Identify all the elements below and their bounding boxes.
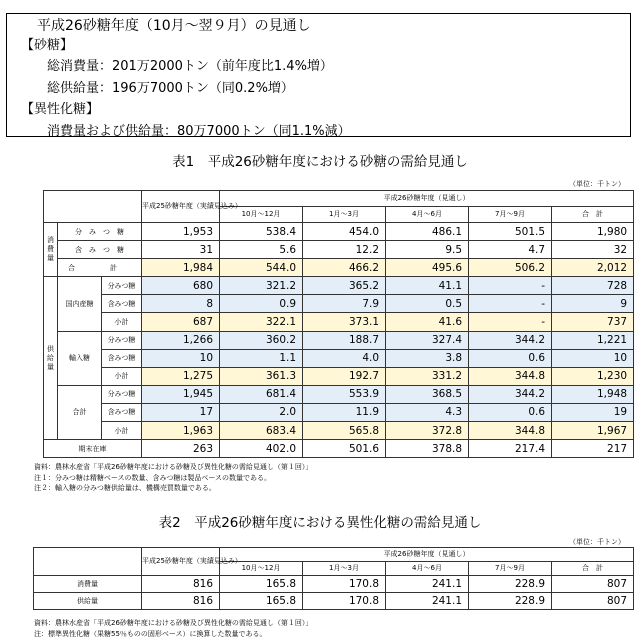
consumption-label: 消費量: [44, 223, 58, 277]
table1-value-cell: 1,948: [552, 385, 634, 403]
table1-value-cell: 1,953: [142, 223, 220, 241]
table1-header-prev: 平成25砂糖年度（実績見込み）: [142, 191, 220, 223]
table1-value-cell: 31: [142, 241, 220, 259]
table1-value-cell: 188.7: [303, 331, 386, 349]
table2-value-cell: 816: [142, 576, 220, 593]
table1-header-group: 平成26砂糖年度（見通し）: [220, 191, 634, 207]
table1-row-ending-stock: [44, 440, 634, 458]
table1-row: [44, 295, 634, 313]
table1: [43, 190, 634, 458]
table1-value-cell: 4.3: [386, 403, 469, 421]
table1-value-cell: 4.7: [469, 241, 552, 259]
row-label: 合 計: [58, 259, 142, 277]
table2-corner: [34, 548, 142, 576]
table1-value-cell: 368.5: [386, 385, 469, 403]
table1-value-cell: 1,967: [552, 422, 634, 440]
table1-value-cell: 365.2: [303, 277, 386, 295]
table1-value-cell: 373.1: [303, 313, 386, 331]
table1-value-cell: 1,266: [142, 331, 220, 349]
table1-value-cell: 0.5: [386, 295, 469, 313]
row-label: 含みつ糖: [102, 295, 142, 313]
table2-note: 注：標準異性化糖（果糖55％ものの固形ベース）に換算した数量である。: [34, 629, 267, 638]
table1-row: [44, 367, 634, 385]
table1-value-cell: 331.2: [386, 367, 469, 385]
table1-value-cell: 0.6: [469, 349, 552, 367]
table1-value-cell: 4.0: [303, 349, 386, 367]
table2-value-cell: 807: [552, 576, 634, 593]
hfs-line: 消費量および供給量：80万7000トン（同1.1%減）: [47, 123, 351, 139]
table2-notes: [34, 618, 312, 639]
table1-value-cell: 9: [552, 295, 634, 313]
table2-value-cell: 807: [552, 593, 634, 610]
table1-notes: [34, 462, 312, 494]
table1-value-cell: 12.2: [303, 241, 386, 259]
table1-value-cell: 361.3: [220, 367, 303, 385]
table1-row: [44, 422, 634, 440]
table1-value-cell: 17: [142, 403, 220, 421]
table1-value-cell: 1,221: [552, 331, 634, 349]
table2-row: [34, 576, 634, 593]
table2-header-prev: 平成25砂糖年度（実績見込み）: [142, 548, 220, 576]
table1-value-cell: 2.0: [220, 403, 303, 421]
table1-value-cell: 680: [142, 277, 220, 295]
table1-value-cell: 19: [552, 403, 634, 421]
table1-value-cell: 2,012: [552, 259, 634, 277]
table2-value-cell: 165.8: [220, 576, 303, 593]
table1-value-cell: 1,275: [142, 367, 220, 385]
table1-value-cell: -: [469, 295, 552, 313]
table1-value-cell: 7.9: [303, 295, 386, 313]
table1-value-cell: 322.1: [220, 313, 303, 331]
table1-value-cell: 8: [142, 295, 220, 313]
group-label: 国内産糖: [58, 277, 102, 331]
table1-header-period: 1月～3月: [303, 207, 386, 223]
table2-header-period: 4月～6月: [386, 562, 469, 576]
table1-title: 表1 平成26砂糖年度における砂糖の需給見通し: [172, 154, 468, 170]
table2-title: 表2 平成26砂糖年度における異性化糖の需給見通し: [158, 515, 482, 531]
table1-value-cell: 1,945: [142, 385, 220, 403]
table1-value-cell: 217.4: [469, 440, 552, 458]
table1-value-cell: 402.0: [220, 440, 303, 458]
sugar-heading: 【砂糖】: [21, 38, 74, 53]
table2-note: 資料：農林水産省「平成26砂糖年度における砂糖及び異性化糖の需給見通し（第１回）」: [34, 619, 313, 627]
table1-value-cell: 501.6: [303, 440, 386, 458]
table1-value-cell: 1,980: [552, 223, 634, 241]
table1-row: [44, 259, 634, 277]
table1-value-cell: 10: [142, 349, 220, 367]
row-label: 分 み つ 糖: [58, 223, 142, 241]
table1-value-cell: 344.2: [469, 385, 552, 403]
row-label: 含 み つ 糖: [58, 241, 142, 259]
table1-value-cell: 192.7: [303, 367, 386, 385]
table1-value-cell: 687: [142, 313, 220, 331]
row-label: 消費量: [34, 576, 142, 593]
table1-value-cell: 565.8: [303, 422, 386, 440]
table1-value-cell: 9.5: [386, 241, 469, 259]
hfs-heading: 【異性化糖】: [21, 102, 100, 118]
summary-lines: [21, 35, 351, 142]
table2-header-group: 平成26砂糖年度（見通し）: [220, 548, 634, 562]
table1-value-cell: -: [469, 313, 552, 331]
row-label: 含みつ糖: [102, 349, 142, 367]
table2-value-cell: 170.8: [303, 576, 386, 593]
table1-value-cell: 466.2: [303, 259, 386, 277]
table1-note: 注１：分みつ糖は精糖ベースの数量、含みつ糖は製品ベースの数量である。: [34, 473, 272, 482]
table1-header-period: 10月～12月: [220, 207, 303, 223]
row-label: 分みつ糖: [102, 385, 142, 403]
table1-value-cell: 32: [552, 241, 634, 259]
table1-value-cell: 41.6: [386, 313, 469, 331]
row-label: 含みつ糖: [102, 403, 142, 421]
table2-value-cell: 170.8: [303, 593, 386, 610]
table1-row: [44, 241, 634, 259]
table1-value-cell: 553.9: [303, 385, 386, 403]
table1-header-period: 合 計: [552, 207, 634, 223]
table2-row: [34, 593, 634, 610]
row-label: 期末在庫: [44, 440, 142, 458]
table1-corner: [44, 191, 142, 223]
table1-value-cell: 486.1: [386, 223, 469, 241]
row-label: 小計: [102, 313, 142, 331]
table1-value-cell: 0.6: [469, 403, 552, 421]
table1-value-cell: 737: [552, 313, 634, 331]
table1-value-cell: 1,230: [552, 367, 634, 385]
table1-row: [44, 349, 634, 367]
table1-value-cell: -: [469, 277, 552, 295]
table1-header-period: 7月～9月: [469, 207, 552, 223]
table2-value-cell: 165.8: [220, 593, 303, 610]
table1-value-cell: 495.6: [386, 259, 469, 277]
table2-header-period: 1月～3月: [303, 562, 386, 576]
table1-value-cell: 372.8: [386, 422, 469, 440]
table1-value-cell: 263: [142, 440, 220, 458]
table1-value-cell: 728: [552, 277, 634, 295]
table2-header-period: 7月～9月: [469, 562, 552, 576]
table2-value-cell: 228.9: [469, 593, 552, 610]
table1-value-cell: 538.4: [220, 223, 303, 241]
table1-unit: （単位：千トン）: [569, 180, 625, 188]
table1-row: [44, 403, 634, 421]
supply-label: 供給量: [44, 277, 58, 440]
table1-row: [44, 385, 634, 403]
table1-value-cell: 217: [552, 440, 634, 458]
table1-value-cell: 1,963: [142, 422, 220, 440]
table2-header-period: 合 計: [552, 562, 634, 576]
table2-value-cell: 241.1: [386, 576, 469, 593]
row-label: 小計: [102, 367, 142, 385]
row-label: 分みつ糖: [102, 277, 142, 295]
table1-value-cell: 0.9: [220, 295, 303, 313]
table2: [33, 547, 634, 610]
table1-value-cell: 683.4: [220, 422, 303, 440]
summary-box: [6, 13, 631, 137]
table1-row: [44, 277, 634, 295]
table1-value-cell: 41.1: [386, 277, 469, 295]
table1-value-cell: 681.4: [220, 385, 303, 403]
sugar-supply-line: 総供給量：196万7000トン（同0.2%増）: [47, 80, 294, 96]
table1-value-cell: 321.2: [220, 277, 303, 295]
table1-row: [44, 331, 634, 349]
table1-header-period: 4月～6月: [386, 207, 469, 223]
table1-value-cell: 3.8: [386, 349, 469, 367]
table1-row: [44, 313, 634, 331]
table1-value-cell: 1,984: [142, 259, 220, 277]
table2-value-cell: 816: [142, 593, 220, 610]
table2-header-period: 10月～12月: [220, 562, 303, 576]
table1-note: 注２：輸入糖の分みつ糖供給量は、機構売買数量である。: [34, 484, 216, 493]
table1-value-cell: 501.5: [469, 223, 552, 241]
table1-value-cell: 327.4: [386, 331, 469, 349]
table2-value-cell: 228.9: [469, 576, 552, 593]
table1-value-cell: 378.8: [386, 440, 469, 458]
table2-unit: （単位：千トン）: [569, 538, 625, 546]
table2-value-cell: 241.1: [386, 593, 469, 610]
table1-value-cell: 360.2: [220, 331, 303, 349]
table1-value-cell: 5.6: [220, 241, 303, 259]
table1-value-cell: 506.2: [469, 259, 552, 277]
table1-note: 資料：農林水産省「平成26砂糖年度における砂糖及び異性化糖の需給見通し（第１回）」: [34, 463, 313, 471]
table1-value-cell: 544.0: [220, 259, 303, 277]
group-label: 合計: [58, 385, 102, 439]
row-label: 分みつ糖: [102, 331, 142, 349]
row-label: 小計: [102, 422, 142, 440]
table1-value-cell: 1.1: [220, 349, 303, 367]
row-label: 供給量: [34, 593, 142, 610]
sugar-consumption-line: 総消費量：201万2000トン（前年度比1.4%増）: [47, 59, 333, 75]
table1-value-cell: 344.8: [469, 422, 552, 440]
table1-value-cell: 344.2: [469, 331, 552, 349]
table1-value-cell: 10: [552, 349, 634, 367]
table1-value-cell: 454.0: [303, 223, 386, 241]
summary-title: 平成26砂糖年度（10月～翌９月）の見通し: [31, 17, 317, 35]
table1-value-cell: 344.8: [469, 367, 552, 385]
table1-row: [44, 223, 634, 241]
group-label: 輸入糖: [58, 331, 102, 385]
table1-value-cell: 11.9: [303, 403, 386, 421]
